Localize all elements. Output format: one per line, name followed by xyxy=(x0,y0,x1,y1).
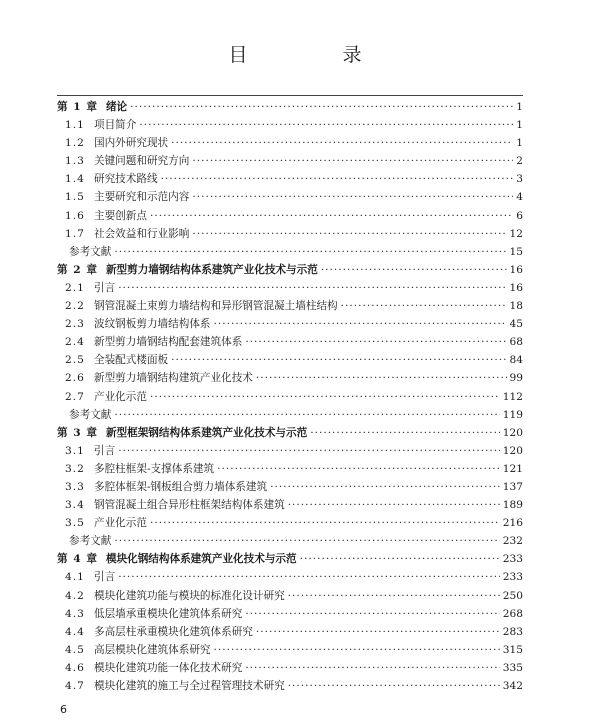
entry-title: 高层模块化建筑体系研究 xyxy=(94,643,211,656)
dot-leader xyxy=(217,460,500,478)
toc-chapter-entry xyxy=(57,261,523,279)
entry-title: 全装配式楼面板 xyxy=(94,354,169,367)
entry-page-number: 335 xyxy=(502,661,523,674)
entry-number: 2.5 xyxy=(65,354,85,367)
toc-chapter-entry xyxy=(57,550,523,568)
entry-page-number: 250 xyxy=(502,589,523,602)
entry-page-number: 18 xyxy=(509,300,523,313)
entry-page-number: 189 xyxy=(502,499,523,512)
entry-number: 2.1 xyxy=(65,281,85,294)
entry-page-number: 112 xyxy=(502,390,523,403)
entry-title: 模块化建筑的施工与全过程管理技术研究 xyxy=(94,680,285,692)
toc-section-entry xyxy=(57,587,523,605)
toc-section-entry xyxy=(57,496,523,514)
entry-title: 产业化示范 xyxy=(94,390,147,403)
dot-leader xyxy=(310,424,500,442)
entry-title: 新型框架钢结构体系建筑产业化技术与示范 xyxy=(105,426,308,439)
entry-page-number: 268 xyxy=(502,607,523,620)
toc-section-entry xyxy=(57,677,523,695)
toc-section-entry xyxy=(57,568,523,586)
entry-page-number: 119 xyxy=(502,408,523,421)
dot-leader xyxy=(114,532,499,550)
entry-title: 项目简介 xyxy=(94,119,137,132)
entry-title: 引言 xyxy=(94,571,116,584)
page-title: 目 录 xyxy=(228,44,400,66)
toc-section-entry xyxy=(57,351,523,369)
entry-number: 3.5 xyxy=(65,517,85,530)
dot-leader xyxy=(150,514,500,532)
toc-top-rule xyxy=(57,95,523,96)
toc-section-entry xyxy=(57,623,523,641)
toc-section-entry xyxy=(57,478,523,496)
entry-title: 钢管混凝土组合异形柱框架结构体系建筑 xyxy=(94,499,285,512)
entry-number: 4.1 xyxy=(65,571,85,584)
dot-leader xyxy=(118,279,506,297)
entry-page-number: 216 xyxy=(502,517,523,530)
entry-page-number: 12 xyxy=(509,227,523,240)
entry-page-number: 1 xyxy=(516,101,523,113)
entry-page-number: 232 xyxy=(502,535,523,548)
dot-leader xyxy=(256,623,500,641)
dot-leader xyxy=(171,134,513,152)
entry-title: 国内外研究现状 xyxy=(94,137,169,150)
entry-title: 主要创新点 xyxy=(94,209,147,222)
toc-references-entry xyxy=(57,532,523,550)
entry-page-number: 1 xyxy=(516,137,523,150)
entry-number: 4.7 xyxy=(65,680,85,692)
entry-number: 2.6 xyxy=(65,372,85,385)
dot-leader xyxy=(245,333,506,351)
dot-leader xyxy=(214,315,507,333)
dot-leader xyxy=(288,677,500,695)
entry-number: 第 4 章 xyxy=(57,553,98,566)
dot-leader xyxy=(171,351,506,369)
dot-leader xyxy=(118,568,500,586)
entry-title: 参考文献 xyxy=(69,245,112,258)
entry-title: 多腔体框架-钢板组合剪力墙体系建筑 xyxy=(94,480,268,493)
dot-leader xyxy=(256,369,507,387)
entry-title: 关键问题和研究方向 xyxy=(94,155,190,168)
toc-section-entry xyxy=(57,605,523,623)
toc-section-entry xyxy=(57,315,523,333)
entry-title: 钢管混凝土束剪力墙结构和异形钢管混凝土墙柱结构 xyxy=(94,300,338,313)
toc-section-entry xyxy=(57,207,523,225)
entry-page-number: 16 xyxy=(509,263,523,276)
entry-number: 3.1 xyxy=(65,444,85,457)
entry-number: 3.4 xyxy=(65,499,85,512)
toc-references-entry xyxy=(57,243,523,261)
toc-section-entry xyxy=(57,170,523,188)
entry-title: 模块化建筑功能与模块的标准化设计研究 xyxy=(94,589,285,602)
entry-page-number: 3 xyxy=(516,173,523,186)
dot-leader xyxy=(192,225,506,243)
entry-number: 第 2 章 xyxy=(57,263,98,276)
toc-section-entry xyxy=(57,369,523,387)
entry-number: 1.6 xyxy=(65,209,85,222)
dot-leader xyxy=(114,243,506,261)
entry-title: 社会效益和行业影响 xyxy=(94,227,190,240)
toc-section-entry xyxy=(57,333,523,351)
toc-section-entry xyxy=(57,152,523,170)
entry-title: 新型剪力墙钢结构建筑产业化技术 xyxy=(94,372,253,385)
toc-section-entry xyxy=(57,134,523,152)
dot-leader xyxy=(150,388,500,406)
entry-number: 3.3 xyxy=(65,480,85,493)
entry-title: 多高层柱承重模块化建筑体系研究 xyxy=(94,625,253,638)
entry-title: 模块化钢结构体系建筑产业化技术与示范 xyxy=(105,553,297,566)
dot-leader xyxy=(270,478,500,496)
dot-leader xyxy=(192,188,513,206)
entry-number: 2.4 xyxy=(65,336,85,349)
entry-page-number: 1 xyxy=(516,119,523,132)
entry-page-number: 68 xyxy=(509,336,523,349)
entry-page-number: 342 xyxy=(502,680,523,692)
entry-page-number: 121 xyxy=(502,462,523,475)
entry-page-number: 315 xyxy=(502,643,523,656)
entry-page-number: 45 xyxy=(509,318,523,331)
dot-leader xyxy=(245,605,499,623)
toc-section-entry xyxy=(57,297,523,315)
dot-leader xyxy=(288,587,500,605)
toc-section-entry xyxy=(57,279,523,297)
toc-chapter-entry xyxy=(57,424,523,442)
entry-title: 波纹钢板剪力墙结构体系 xyxy=(94,318,211,331)
toc-section-entry xyxy=(57,514,523,532)
table-of-contents xyxy=(57,98,523,695)
toc-references-entry xyxy=(57,406,523,424)
dot-leader xyxy=(150,207,513,225)
page-number: 6 xyxy=(60,703,67,716)
entry-page-number: 283 xyxy=(502,625,523,638)
entry-title: 绪论 xyxy=(105,101,128,113)
entry-number: 1.3 xyxy=(65,155,85,168)
toc-section-entry xyxy=(57,116,523,134)
toc-chapter-entry xyxy=(57,98,523,116)
dot-leader xyxy=(341,297,507,315)
entry-page-number: 2 xyxy=(516,155,523,168)
entry-number: 2.3 xyxy=(65,318,85,331)
entry-title: 低层墙承重模块化建筑体系研究 xyxy=(94,607,243,620)
entry-number: 1.2 xyxy=(65,137,85,150)
entry-title: 新型剪力墙钢结构体系建筑产业化技术与示范 xyxy=(105,263,318,276)
entry-title: 产业化示范 xyxy=(94,517,147,530)
toc-section-entry xyxy=(57,641,523,659)
toc-section-entry xyxy=(57,188,523,206)
toc-section-entry xyxy=(57,388,523,406)
entry-page-number: 233 xyxy=(502,571,523,584)
entry-number: 4.3 xyxy=(65,607,85,620)
entry-number: 4.4 xyxy=(65,625,85,638)
entry-title: 引言 xyxy=(94,281,116,294)
entry-page-number: 84 xyxy=(509,354,523,367)
entry-page-number: 16 xyxy=(509,281,523,294)
entry-number: 4.2 xyxy=(65,589,85,602)
entry-title: 参考文献 xyxy=(69,408,112,421)
dot-leader xyxy=(245,659,499,677)
entry-page-number: 4 xyxy=(516,191,523,204)
toc-section-entry xyxy=(57,225,523,243)
entry-page-number: 15 xyxy=(509,245,523,258)
toc-section-entry xyxy=(57,442,523,460)
dot-leader xyxy=(214,641,500,659)
entry-title: 参考文献 xyxy=(69,535,112,548)
dot-leader xyxy=(321,261,507,279)
toc-section-entry xyxy=(57,460,523,478)
entry-title: 研究技术路线 xyxy=(94,173,158,186)
dot-leader xyxy=(192,152,513,170)
entry-number: 3.2 xyxy=(65,462,85,475)
entry-page-number: 120 xyxy=(502,426,523,439)
dot-leader xyxy=(300,550,500,568)
entry-page-number: 6 xyxy=(516,209,523,222)
entry-number: 1.5 xyxy=(65,191,85,204)
entry-number: 4.5 xyxy=(65,643,85,656)
entry-title: 多腔柱框架-支撑体系建筑 xyxy=(94,462,215,475)
dot-leader xyxy=(139,116,513,134)
entry-page-number: 137 xyxy=(502,480,523,493)
entry-title: 引言 xyxy=(94,444,116,457)
dot-leader xyxy=(114,406,499,424)
toc-section-entry xyxy=(57,659,523,677)
entry-title: 主要研究和示范内容 xyxy=(94,191,190,204)
entry-number: 1.1 xyxy=(65,119,85,132)
entry-page-number: 120 xyxy=(502,444,523,457)
dot-leader xyxy=(161,170,514,188)
dot-leader xyxy=(118,442,500,460)
entry-page-number: 99 xyxy=(509,372,523,385)
entry-number: 2.2 xyxy=(65,300,85,313)
entry-title: 模块化建筑功能一体化技术研究 xyxy=(94,661,243,674)
entry-title: 新型剪力墙钢结构配套建筑体系 xyxy=(94,336,243,349)
entry-number: 4.6 xyxy=(65,661,85,674)
entry-number: 1.4 xyxy=(65,173,85,186)
entry-number: 2.7 xyxy=(65,390,85,403)
dot-leader xyxy=(288,496,500,514)
entry-number: 第 3 章 xyxy=(57,426,98,439)
entry-number: 1.7 xyxy=(65,227,85,240)
entry-number: 第 1 章 xyxy=(57,101,98,113)
dot-leader xyxy=(130,98,513,116)
entry-page-number: 233 xyxy=(502,553,523,566)
